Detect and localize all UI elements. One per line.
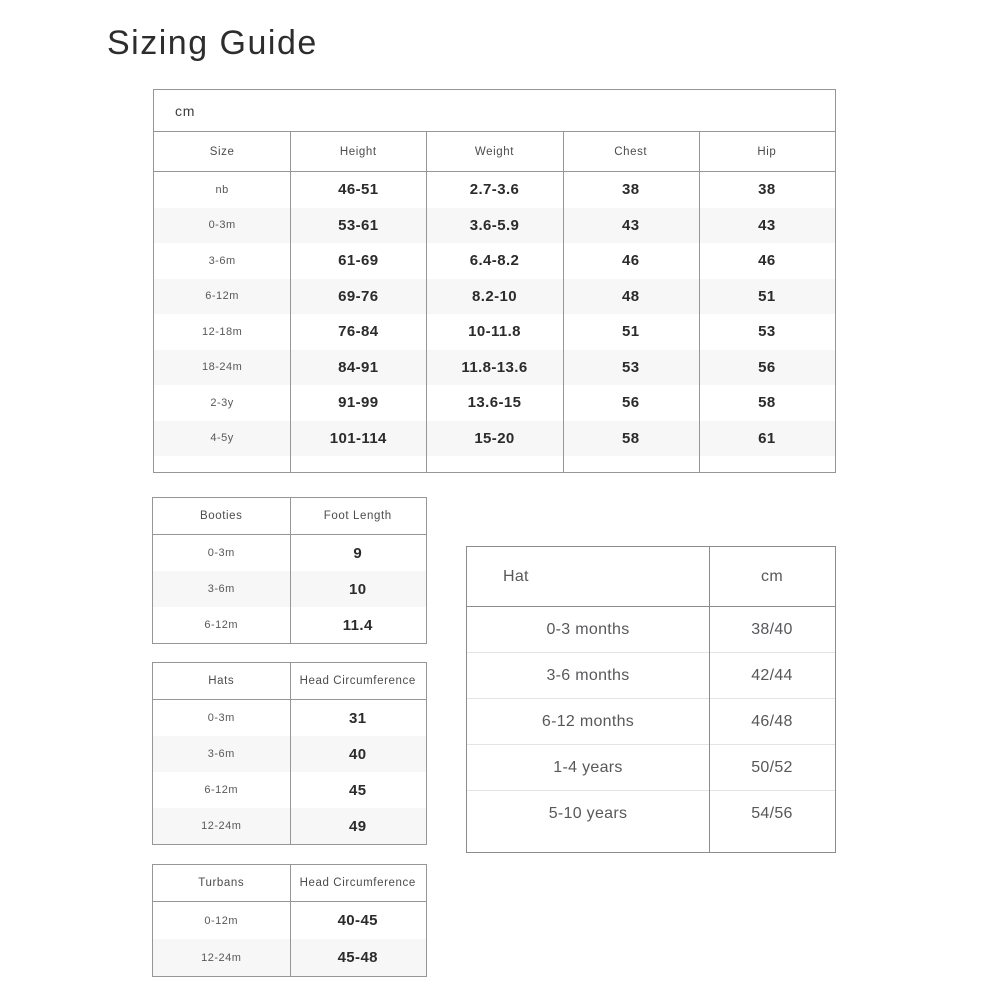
column-header-weight: Weight [474, 145, 515, 158]
hip-cell: 58 [758, 394, 776, 412]
column-header-booties: Booties [199, 510, 243, 522]
table-row [467, 791, 835, 836]
age-cell: 6-12 months [541, 712, 635, 730]
hip-cell: 61 [758, 429, 776, 447]
unit-row [154, 90, 835, 132]
height-cell: 69-76 [338, 287, 379, 305]
column-divider [563, 132, 564, 472]
column-divider [709, 547, 710, 852]
main-table-header [154, 132, 835, 172]
chest-cell: 38 [621, 181, 640, 199]
table-row [154, 350, 835, 386]
table-row [467, 607, 835, 653]
column-header-foot-length: Foot Length [323, 510, 392, 522]
size-cell: 0-3m [207, 712, 235, 724]
weight-cell: 15-20 [474, 429, 515, 447]
table-row [154, 208, 835, 244]
column-header-size: Size [209, 145, 235, 158]
table-row [154, 314, 835, 350]
value-cell: 40 [349, 745, 367, 763]
column-divider [290, 663, 291, 844]
column-header-hip: Hip [757, 145, 777, 158]
height-cell: 84-91 [338, 358, 379, 376]
size-cell: 6-12m [204, 619, 239, 631]
column-divider [290, 498, 291, 643]
hat-cm-table-header [467, 547, 835, 607]
size-cell: 0-12m [204, 914, 239, 927]
hip-cell: 56 [758, 358, 776, 376]
column-divider [290, 132, 291, 472]
size-cell: 12-18m [201, 325, 243, 338]
turbans-table [152, 864, 427, 977]
size-cell: 18-24m [201, 361, 243, 374]
value-cell: 45-48 [337, 949, 378, 966]
value-cell: 38/40 [751, 620, 793, 638]
hats-table [152, 662, 427, 845]
value-cell: 10 [349, 580, 367, 598]
weight-cell: 11.8-13.6 [461, 358, 528, 376]
size-cell: 3-6m [207, 748, 235, 760]
chest-cell: 43 [621, 216, 640, 234]
column-header-cm: cm [761, 567, 783, 585]
height-cell: 91-99 [338, 394, 379, 412]
chest-cell: 51 [621, 323, 640, 341]
hat-cm-table [466, 546, 836, 853]
value-cell: 45 [349, 781, 367, 799]
chest-cell: 53 [621, 358, 640, 376]
age-cell: 5-10 years [548, 804, 628, 822]
weight-cell: 10-11.8 [468, 323, 521, 341]
size-cell: 3-6m [207, 583, 235, 595]
booties-table [152, 497, 427, 644]
table-row [154, 421, 835, 457]
age-cell: 3-6 months [546, 666, 630, 684]
value-cell: 54/56 [751, 804, 793, 822]
value-cell: 11.4 [342, 616, 373, 634]
table-row [154, 243, 835, 279]
size-cell: 12-24m [201, 820, 242, 832]
main-size-table [153, 89, 836, 473]
size-cell: 2-3y [210, 396, 234, 409]
unit-label: cm [175, 102, 196, 119]
table-row [154, 172, 835, 208]
value-cell: 50/52 [751, 758, 793, 776]
column-header-head-circumference: Head Circumference [299, 877, 416, 889]
weight-cell: 13.6-15 [467, 394, 522, 412]
column-header-hat: Hat [503, 567, 529, 585]
table-row [467, 653, 835, 699]
size-cell: 0-3m [207, 547, 235, 559]
size-cell: 3-6m [208, 254, 236, 267]
size-cell: nb [215, 183, 229, 196]
table-row [154, 385, 835, 421]
chest-cell: 58 [621, 429, 640, 447]
column-divider [426, 132, 427, 472]
age-cell: 1-4 years [553, 758, 623, 776]
chest-cell: 46 [621, 252, 640, 270]
weight-cell: 3.6-5.9 [469, 216, 520, 234]
size-cell: 0-3m [208, 219, 236, 232]
height-cell: 61-69 [338, 252, 379, 270]
age-cell: 0-3 months [546, 620, 630, 638]
column-header-hats: Hats [208, 675, 235, 687]
value-cell: 40-45 [337, 912, 378, 929]
value-cell: 49 [349, 817, 367, 835]
chest-cell: 48 [621, 287, 640, 305]
size-cell: 6-12m [205, 290, 239, 303]
hip-cell: 38 [758, 181, 776, 199]
table-row [154, 279, 835, 315]
size-cell: 4-5y [210, 432, 234, 445]
weight-cell: 6.4-8.2 [469, 252, 520, 270]
hip-cell: 46 [758, 252, 776, 270]
height-cell: 76-84 [338, 323, 379, 341]
height-cell: 46-51 [338, 181, 379, 199]
column-header-head-circumference: Head Circumference [299, 675, 416, 687]
table-bottom-padding [154, 456, 835, 472]
weight-cell: 8.2-10 [472, 287, 517, 305]
weight-cell: 2.7-3.6 [469, 181, 520, 199]
height-cell: 53-61 [338, 216, 379, 234]
value-cell: 31 [349, 709, 367, 727]
value-cell: 46/48 [751, 712, 793, 730]
hip-cell: 53 [758, 323, 776, 341]
height-cell: 101-114 [329, 429, 387, 447]
size-cell: 12-24m [201, 951, 242, 964]
column-divider [290, 865, 291, 976]
hip-cell: 51 [758, 287, 776, 305]
page-title: Sizing Guide [107, 24, 318, 62]
column-header-turbans: Turbans [198, 877, 245, 889]
table-row [467, 699, 835, 745]
size-cell: 6-12m [204, 784, 239, 796]
value-cell: 42/44 [751, 666, 793, 684]
value-cell: 9 [353, 544, 363, 562]
table-row [467, 745, 835, 791]
column-header-chest: Chest [614, 145, 648, 158]
chest-cell: 56 [621, 394, 640, 412]
column-divider [699, 132, 700, 472]
hip-cell: 43 [758, 216, 776, 234]
column-header-height: Height [339, 145, 377, 158]
